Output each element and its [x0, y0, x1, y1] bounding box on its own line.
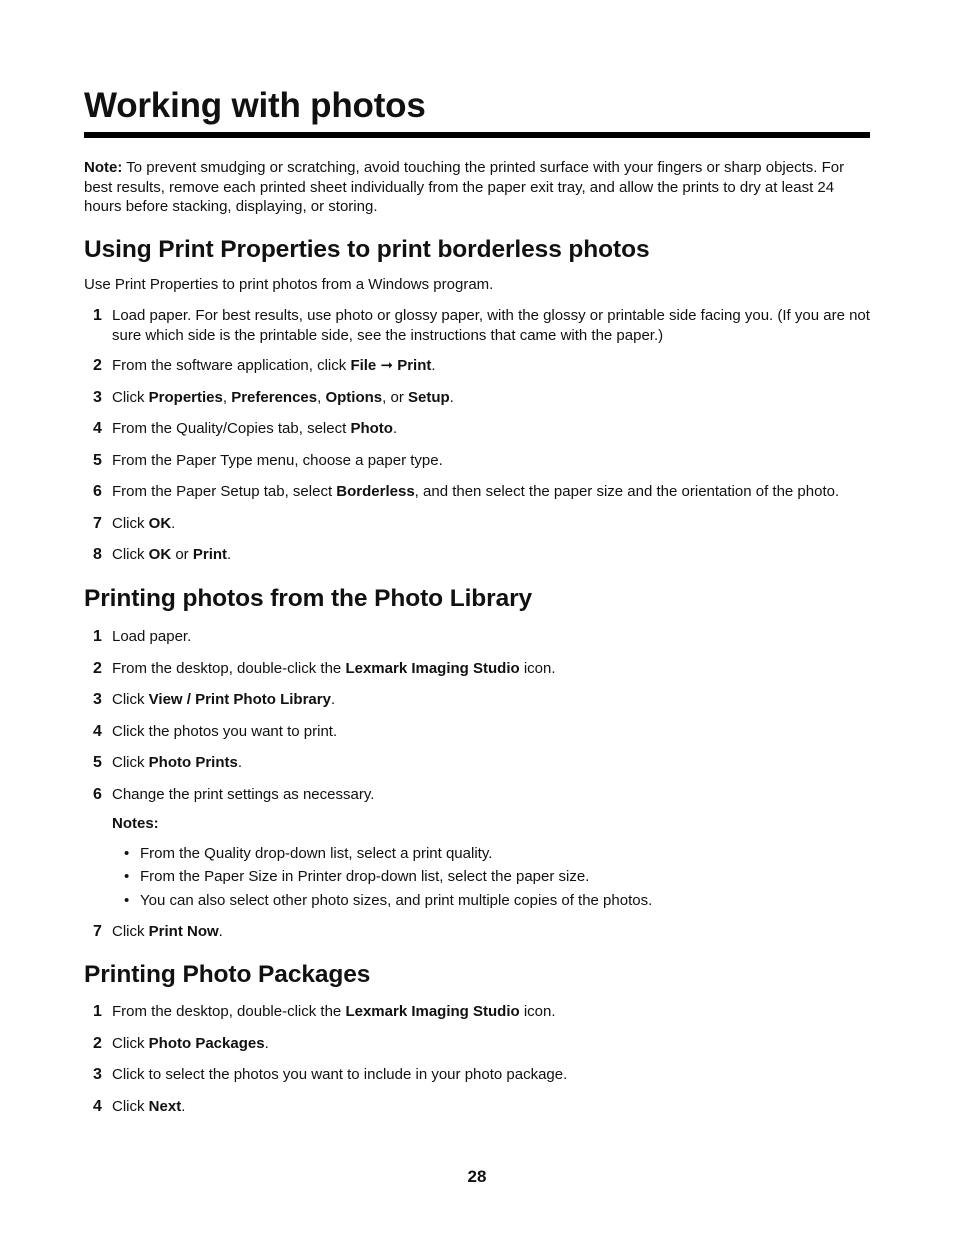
- step-text: [112, 628, 191, 645]
- section-intro: Use Print Properties to print photos from a Windows program.: [84, 276, 494, 293]
- bullet-item: [112, 844, 870, 864]
- step-text-part: ,: [222, 388, 232, 406]
- step-number: 2: [93, 659, 102, 677]
- step-number: 2: [93, 1034, 102, 1052]
- step-item: [84, 1097, 870, 1117]
- step-number: 3: [93, 1066, 102, 1083]
- step-text: [112, 452, 443, 469]
- bullet-text: You can also select other photo sizes, and print multiple copies of the photos.: [140, 891, 653, 909]
- step-number: 7: [93, 923, 102, 940]
- step-text-part: Click: [112, 1034, 149, 1052]
- step-text: [112, 1035, 269, 1052]
- note-paragraph: [84, 158, 870, 217]
- step-text-part: Load paper.: [112, 628, 192, 645]
- step-item: [84, 690, 870, 710]
- step-number: 4: [93, 420, 102, 437]
- step-number: 6: [93, 483, 102, 500]
- note-label: Note:: [84, 159, 123, 176]
- step-list-photo-packages: [84, 1002, 870, 1128]
- page-number: 28: [467, 1167, 487, 1186]
- step-text-part: icon.: [519, 659, 556, 677]
- step-number: 1: [93, 307, 102, 324]
- step-text-part: Click: [112, 514, 149, 532]
- step-text-bold: Lexmark Imaging Studio: [345, 1003, 520, 1020]
- step-text-part: .: [181, 1097, 186, 1115]
- step-text-part: Click to select the photos you want to include in your photo package.: [112, 1066, 568, 1083]
- step-text-part: From the desktop, double-click the: [112, 1003, 346, 1020]
- step-text-bold: File: [350, 357, 377, 374]
- step-number: 3: [93, 691, 102, 708]
- step-item: [84, 306, 870, 345]
- step-text-part: ,: [317, 388, 326, 406]
- bullet-item: [112, 867, 870, 887]
- step-text: [112, 307, 870, 344]
- step-text-bold: Photo Prints: [148, 754, 238, 771]
- step-text-part: Click the photos you want to print.: [112, 722, 338, 740]
- bullet-item: [112, 891, 870, 911]
- step-text-part: Load paper. For best results, use photo or glossy paper, with the glossy or printable side facing you. (If you are not sure which side is the printable side, see the instructions that came with the paper.): [112, 307, 870, 344]
- step-number: 1: [93, 628, 102, 645]
- step-text-part: Click: [112, 923, 149, 940]
- step-text: [112, 515, 175, 532]
- step-text-part: , or: [382, 388, 408, 406]
- step-list-photo-library: [84, 627, 870, 954]
- step-text: [112, 483, 839, 500]
- step-text: [112, 420, 397, 437]
- step-number: 6: [93, 785, 102, 803]
- step-text-part: From the software application, click: [112, 357, 351, 374]
- step-text: [112, 546, 231, 563]
- step-text: [112, 723, 337, 740]
- bullet-text: From the Quality drop-down list, select a print quality.: [140, 844, 493, 862]
- step-text-part: From the Paper Setup tab, select: [112, 483, 337, 500]
- section-heading-photo-library: Printing photos from the Photo Library: [84, 585, 533, 612]
- step-text: [112, 357, 436, 374]
- step-number: 5: [93, 754, 102, 771]
- step-text-part: From the desktop, double-click the: [112, 659, 346, 677]
- step-text-part: .: [227, 546, 232, 563]
- step-list-borderless: [84, 306, 870, 577]
- bullet-icon: •: [124, 868, 130, 885]
- step-number: 2: [93, 357, 102, 374]
- step-item: [84, 388, 870, 408]
- step-text-part: , and then select the paper size and the orientation of the photo.: [414, 483, 840, 500]
- step-item: [84, 1065, 870, 1085]
- step-item: [84, 356, 870, 376]
- step-text: [112, 389, 454, 406]
- step-item: [84, 1034, 870, 1054]
- page-title: Working with photos: [84, 86, 426, 125]
- step-text-bold: Print: [397, 357, 432, 374]
- step-text: [112, 691, 335, 708]
- step-number: 1: [93, 1003, 102, 1020]
- step-item: [84, 514, 870, 534]
- title-rule: [84, 132, 870, 138]
- step-text-part: or: [171, 546, 193, 563]
- notes-bullet-list: [112, 844, 870, 911]
- step-text-part: Click: [112, 388, 149, 406]
- step-text-bold: Borderless: [336, 483, 415, 500]
- step-item: [84, 419, 870, 439]
- step-item: [84, 1002, 870, 1022]
- step-text-part: .: [264, 1034, 269, 1052]
- step-item: [84, 482, 870, 502]
- step-number: 7: [93, 514, 102, 532]
- step-number: 5: [93, 451, 102, 469]
- step-text: [112, 786, 374, 803]
- step-text-bold: Preferences: [231, 388, 318, 406]
- step-text-part: .: [171, 514, 176, 532]
- step-text-bold: Next: [148, 1097, 182, 1115]
- step-text-part: icon.: [519, 1003, 556, 1020]
- step-item: [84, 451, 870, 471]
- notes-label: Notes:: [112, 815, 159, 832]
- step-item: [84, 659, 870, 679]
- step-text-bold: Lexmark Imaging Studio: [345, 659, 520, 677]
- step-text-part: .: [449, 388, 454, 406]
- step-text: [112, 923, 223, 940]
- step-text-bold: Print: [192, 546, 228, 563]
- step-text: [112, 1098, 185, 1115]
- step-text-part: Change the print settings as necessary.: [112, 785, 375, 803]
- step-item: [84, 922, 870, 942]
- step-text: [112, 1066, 567, 1083]
- step-item: [84, 722, 870, 742]
- step-text: [112, 754, 242, 771]
- step-number: 4: [93, 1097, 102, 1115]
- step-text-bold: Properties: [148, 388, 223, 406]
- step-text-bold: OK: [148, 546, 172, 563]
- step-text-part: .: [392, 420, 398, 437]
- step-text: [112, 660, 556, 677]
- step-text-part: From the Paper Type menu, choose a paper type.: [112, 451, 443, 469]
- step-text-part: Click: [112, 1097, 149, 1115]
- step-number: 8: [93, 546, 102, 563]
- step-text-bold: Print Now: [148, 923, 219, 940]
- step-text-bold: View / Print Photo Library: [148, 691, 331, 708]
- bullet-icon: •: [124, 844, 130, 862]
- step-text-bold: Photo: [350, 420, 393, 437]
- step-text-part: .: [218, 923, 223, 940]
- step-text-part: Click: [112, 754, 149, 771]
- step-text-bold: OK: [148, 514, 172, 532]
- step-text-bold: Options: [325, 388, 383, 406]
- step-text-bold: Setup: [407, 388, 450, 406]
- step-text-part: .: [330, 691, 336, 708]
- step-text-part: Click: [112, 546, 149, 563]
- step-text-part: .: [431, 357, 436, 374]
- section-heading-photo-packages: Printing Photo Packages: [84, 961, 371, 988]
- note-text: To prevent smudging or scratching, avoid touching the printed surface with your fingers or sharp objects. For best results, remove each printed sheet individually from the paper exit tray, and allow the prints to dry at least 24 hours before stacking, displaying, or storing.: [84, 159, 845, 215]
- step-item: [84, 545, 870, 565]
- step-text: [112, 1003, 556, 1020]
- step-item: [84, 627, 870, 647]
- bullet-text: From the Paper Size in Printer drop-down list, select the paper size.: [140, 868, 590, 885]
- step-number: 4: [93, 722, 102, 740]
- step-text-part: Click: [112, 691, 149, 708]
- step-text-part: ➞: [376, 357, 398, 374]
- step-text-bold: Photo Packages: [148, 1034, 265, 1052]
- step-text-part: From the Quality/Copies tab, select: [112, 420, 351, 437]
- step-item: [84, 785, 870, 911]
- step-item: [84, 753, 870, 773]
- bullet-icon: •: [124, 891, 130, 909]
- step-text-part: .: [237, 754, 243, 771]
- section-heading-borderless: Using Print Properties to print borderless photos: [84, 236, 650, 263]
- step-number: 3: [93, 388, 102, 406]
